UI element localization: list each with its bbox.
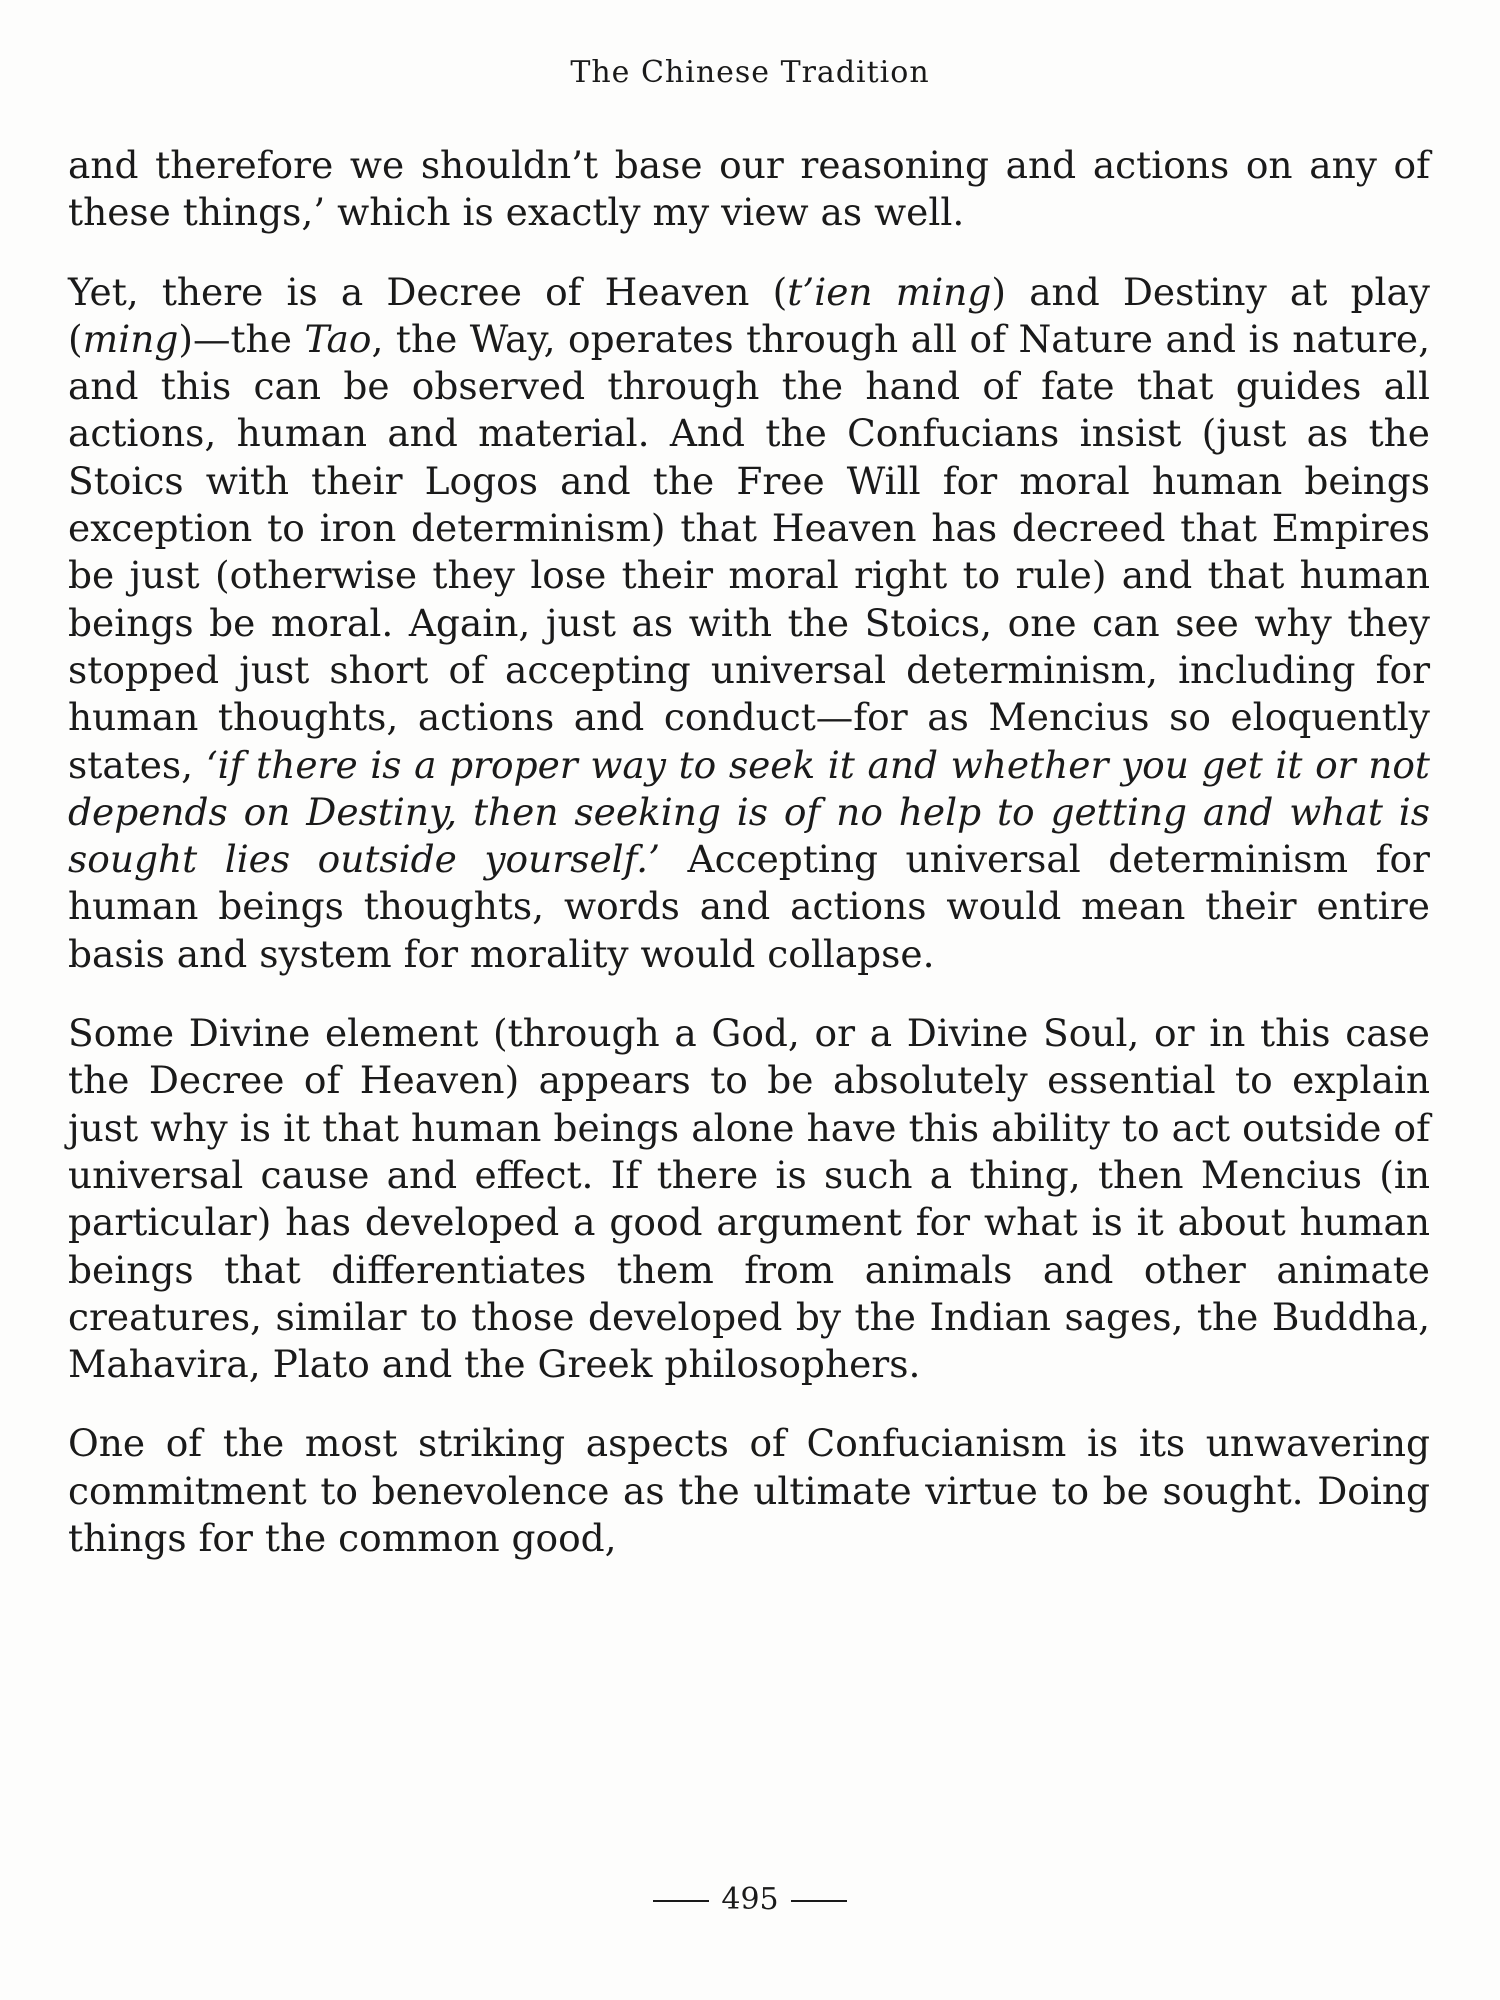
italic-tao: Tao: [304, 316, 372, 361]
paragraph-2-text: Yet, there is a Decree of Heaven (: [68, 269, 788, 314]
paragraph-3: Some Divine element (through a God, or a Divine Soul, or in this case the Decree of Heaven) appears to be absolutely essential to explain just why is it that human beings alone have this ability to act outside of universal cause and effect. If there is such a thing, then Mencius (in particular) has developed a good argument for what is it about human beings that differentiates them from animals and other animate creatures, similar to those developed by the Indian sages, the Buddha, Mahavira, Plato and the Greek philosophers.: [68, 1011, 1430, 1387]
page-number-footer: [0, 1882, 1500, 1917]
paragraph-2-text: )—the: [178, 316, 305, 361]
paragraph-4: One of the most striking aspects of Confucianism is its unwavering commitment to benevolence as the ultimate virtue to be sought. Doing things for the common good,: [68, 1421, 1430, 1561]
paragraph-2-text: Accepting universal determinism for human beings thoughts, words and actions would mean their entire basis and system for morality would collapse.: [68, 837, 1430, 976]
paragraph-2-text: ) and Destiny at play (: [68, 269, 1430, 361]
folio-dash-left: [653, 1900, 709, 1902]
running-head: The Chinese Tradition: [570, 55, 930, 90]
mencius-quote: ‘if there is a proper way to seek it and whether you get it or not depends on Destiny, then seeking is of no help to getting and what is sought lies outside yourself.’: [68, 742, 1430, 882]
paragraph-1: and therefore we shouldn’t base our reasoning and actions on any of these things,’ which is exactly my view as well.: [68, 143, 1430, 235]
italic-tien-ming: t’ien ming: [787, 269, 992, 314]
italic-ming: ming: [82, 316, 179, 361]
paragraph-2: [68, 269, 1430, 978]
paragraph-2-text: , the Way, operates through all of Nature and is nature, and this can be observed through the hand of fate that guides all actions, human and material. And the Confucians insist (just as the Stoics with their Logos and the Free Will for moral human beings exception to iron determinism) that Heaven has decreed that Empires be just (otherwise they lose their moral right to rule) and that human beings be moral. Again, just as with the Stoics, one can see why they stopped just short of accepting universal determinism, including for human thoughts, actions and conduct—for as Mencius so eloquently states,: [68, 316, 1430, 787]
folio-dash-right: [791, 1900, 847, 1902]
body-text: [68, 142, 1430, 1594]
page-number: 495: [721, 1882, 779, 1917]
